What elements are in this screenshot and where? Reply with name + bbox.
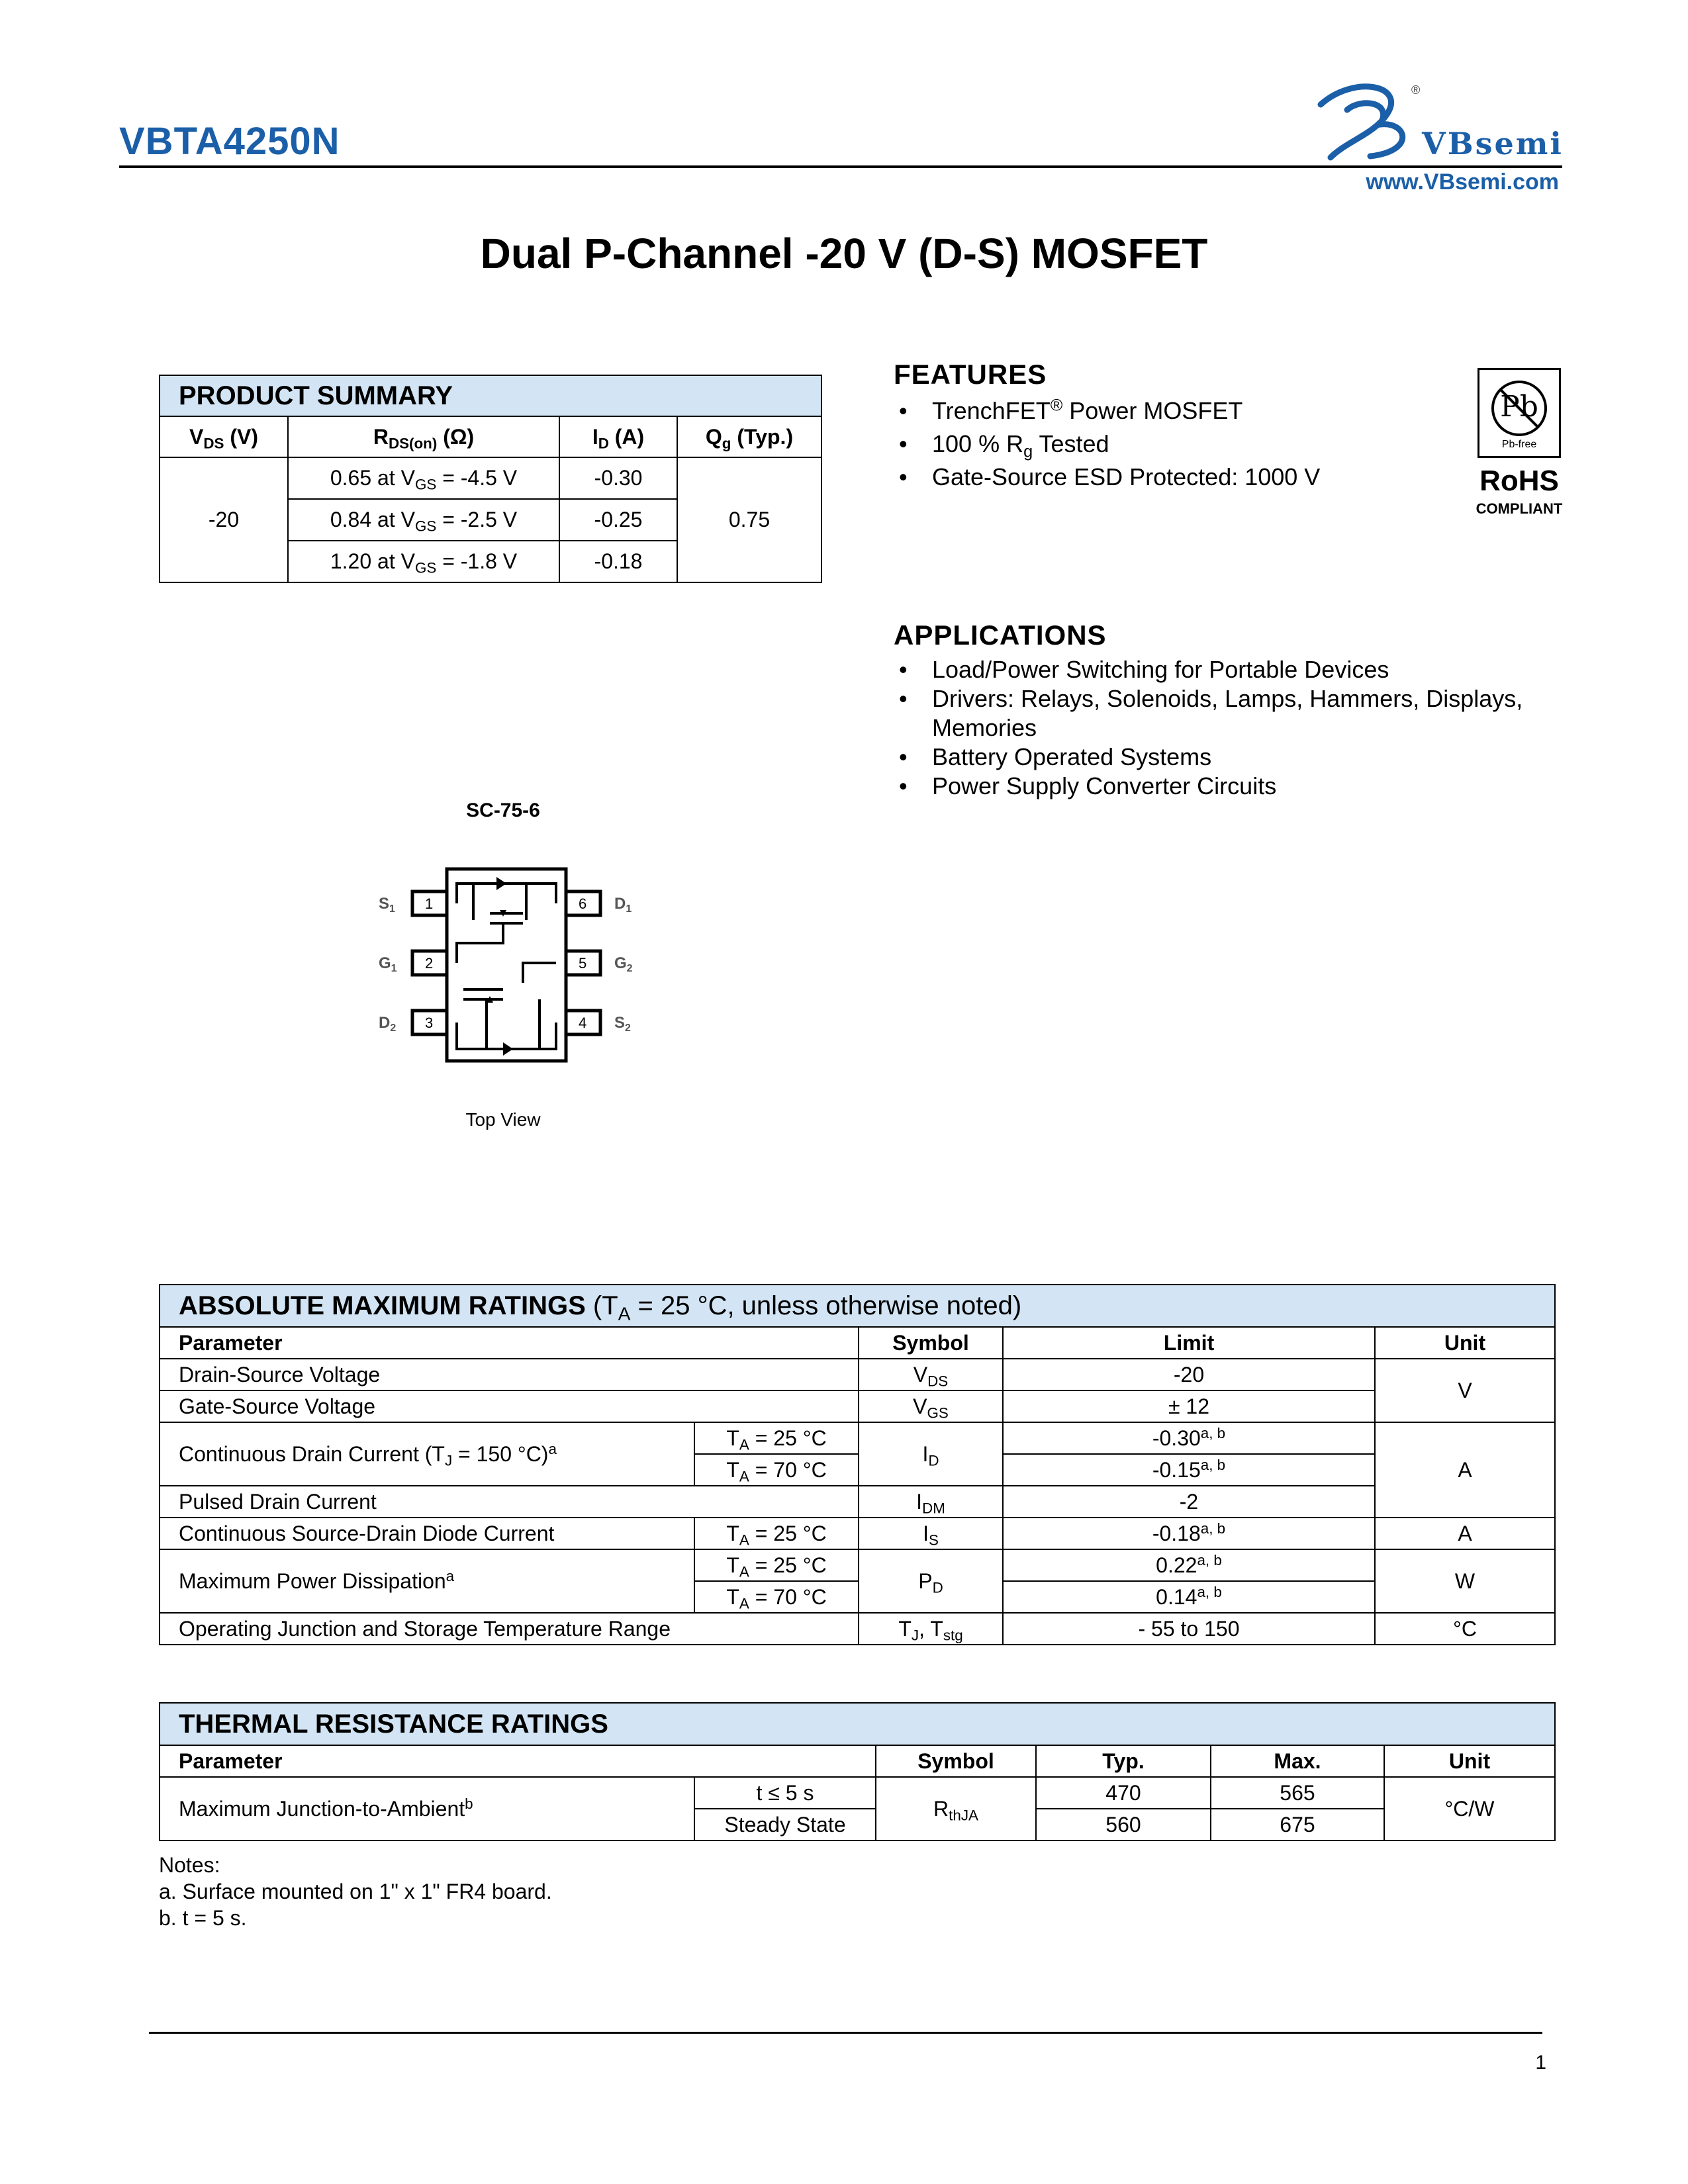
absolute-max-ratings-table <box>159 1284 1556 1645</box>
symbol-cell: $R_{thJA}$ <box>876 1777 1036 1841</box>
features-list <box>894 394 1456 494</box>
svg-text:S2: $S_2$ <box>614 1014 631 1034</box>
part-number: VBTA4250N <box>119 120 340 163</box>
list-item: • Drivers: Relays, Solenoids, Lamps, Hammers, Displays, Memories <box>894 684 1556 743</box>
param-cell: Pulsed Drain Current <box>160 1486 859 1518</box>
limit-cell: -2 <box>1003 1486 1375 1518</box>
max-cell: 675 <box>1211 1809 1384 1841</box>
symbol-cell: $I_S$ <box>859 1518 1003 1549</box>
id-cell: -0.30 <box>559 457 677 499</box>
col-qg: $Q_g$ (Typ.) <box>677 416 821 457</box>
pinout-diagram <box>371 857 649 1075</box>
col-unit: Unit <box>1375 1327 1555 1359</box>
pin-6: 6 <box>579 895 587 912</box>
pb-symbol: Pb <box>1500 390 1538 424</box>
condition-cell: $T_A = 25$ °C <box>694 1549 859 1581</box>
svg-text:S1: $S_1$ <box>379 895 395 915</box>
limit-cell: -0.15$^{a, b}$ <box>1003 1454 1375 1486</box>
symbol-cell: $V_{DS}$ <box>859 1359 1003 1390</box>
col-symbol: Symbol <box>876 1745 1036 1777</box>
limit-cell: -0.18$^{a, b}$ <box>1003 1518 1375 1549</box>
package-view: Top View <box>465 1109 541 1130</box>
col-parameter: Parameter <box>160 1745 876 1777</box>
limit-cell: - 55 to 150 <box>1003 1613 1375 1645</box>
pin-label-s2: S <box>614 1014 626 1032</box>
list-item: • Gate-Source ESD Protected: 1000 V <box>894 461 1456 494</box>
col-typ: Typ. <box>1036 1745 1211 1777</box>
col-max: Max. <box>1211 1745 1384 1777</box>
col-vds: $V_{DS}$ (V) <box>160 416 288 457</box>
svg-text:G1: $G_1$ <box>379 954 397 974</box>
registered-mark: ® <box>1411 83 1421 97</box>
pin-label-g1: G <box>379 954 391 972</box>
limit-cell: 0.22$^{a, b}$ <box>1003 1549 1375 1581</box>
col-limit: Limit <box>1003 1327 1375 1359</box>
header-rule <box>119 165 1562 168</box>
qg-value: 0.75 <box>677 457 821 582</box>
product-summary-table <box>159 375 822 583</box>
symbol-cell: $I_D$ <box>859 1422 1003 1486</box>
unit-cell: W <box>1375 1549 1555 1613</box>
condition-cell: $T_A = 70$ °C <box>694 1454 859 1486</box>
param-cell: Drain-Source Voltage <box>160 1359 859 1390</box>
col-id: $I_D$ (A) <box>559 416 677 457</box>
list-item: • Power Supply Converter Circuits <box>894 772 1556 801</box>
condition-cell: Steady State <box>694 1809 876 1841</box>
rds-cell: 0.65 at $V_{GS} = -4.5$ V <box>288 457 559 499</box>
unit-cell: A <box>1375 1518 1555 1549</box>
svg-text:D2: $D_2$ <box>379 1014 397 1034</box>
col-rds: $R_{DS(on)}$ (Ω) <box>288 416 559 457</box>
rds-cell: 0.84 at $V_{GS} = -2.5$ V <box>288 499 559 541</box>
pin-label-g2: G <box>614 954 627 972</box>
abs-max-heading: ABSOLUTE MAXIMUM RATINGS ($T_A = 25$ °C, unless otherwise noted) <box>160 1285 1555 1327</box>
page-number: 1 <box>1535 2052 1546 2073</box>
symbol-cell: $V_{GS}$ <box>859 1390 1003 1422</box>
id-cell: -0.25 <box>559 499 677 541</box>
condition-cell: $T_A = 25$ °C <box>694 1422 859 1454</box>
symbol-cell: $I_{DM}$ <box>859 1486 1003 1518</box>
pin-label-s1: S <box>379 895 390 913</box>
unit-cell: °C/W <box>1384 1777 1555 1841</box>
page-title: Dual P-Channel -20 V (D-S) MOSFET <box>480 230 1208 277</box>
applications-heading: APPLICATIONS <box>894 619 1107 651</box>
param-cell: Maximum Junction-to-Ambient$^b$ <box>160 1777 694 1841</box>
pin-4: 4 <box>579 1015 587 1031</box>
list-item: • Load/Power Switching for Portable Devices <box>894 655 1556 684</box>
notes <box>159 1852 552 1931</box>
pin-label-d1: D <box>614 895 626 913</box>
note-a: a. Surface mounted on 1" x 1" FR4 board. <box>159 1880 552 1903</box>
rohs-label: RoHS <box>1479 465 1559 497</box>
pb-free-badge <box>1477 368 1561 458</box>
col-unit: Unit <box>1384 1745 1555 1777</box>
col-parameter: Parameter <box>160 1327 859 1359</box>
thermal-resistance-table <box>159 1702 1556 1841</box>
condition-cell: $T_A = 70$ °C <box>694 1581 859 1613</box>
pin-3: 3 <box>425 1015 434 1031</box>
list-item: • TrenchFET® Power MOSFET <box>894 394 1456 428</box>
applications-list <box>894 655 1556 801</box>
param-cell: Operating Junction and Storage Temperature Range <box>160 1613 859 1645</box>
list-item: • 100 % $R_g$ Tested <box>894 428 1456 461</box>
pin-1: 1 <box>425 895 434 912</box>
pin-5: 5 <box>579 955 587 972</box>
param-cell: Continuous Source-Drain Diode Current <box>160 1518 694 1549</box>
limit-cell: 0.14$^{a, b}$ <box>1003 1581 1375 1613</box>
condition-cell: $T_A = 25$ °C <box>694 1518 859 1549</box>
param-cell: Gate-Source Voltage <box>160 1390 859 1422</box>
svg-text:G2: $G_2$ <box>614 954 633 974</box>
brand-name: VBsemi <box>1422 126 1564 161</box>
svg-text:D1: $D_1$ <box>614 895 632 915</box>
col-symbol: Symbol <box>859 1327 1003 1359</box>
list-item: • Battery Operated Systems <box>894 743 1556 772</box>
limit-cell: ± 12 <box>1003 1390 1375 1422</box>
limit-cell: -0.30$^{a, b}$ <box>1003 1422 1375 1454</box>
pin-2: 2 <box>425 955 434 972</box>
unit-cell: A <box>1375 1422 1555 1518</box>
footer-rule <box>149 2032 1542 2034</box>
id-cell: -0.18 <box>559 541 677 582</box>
vds-value: -20 <box>160 457 288 582</box>
product-summary-heading: PRODUCT SUMMARY <box>160 375 821 416</box>
unit-cell: °C <box>1375 1613 1555 1645</box>
features-heading: FEATURES <box>894 359 1047 390</box>
param-cell: Maximum Power Dissipation$^a$ <box>160 1549 694 1613</box>
pin-label-d2: D <box>379 1014 391 1032</box>
symbol-cell: $T_J$, $T_{stg}$ <box>859 1613 1003 1645</box>
pb-free-label: Pb-free <box>1501 439 1537 450</box>
thermal-heading: THERMAL RESISTANCE RATINGS <box>160 1703 1555 1745</box>
param-cell: Continuous Drain Current ($T_J = 150$ °C)$^a$ <box>160 1422 694 1486</box>
rohs-compliant: COMPLIANT <box>1476 500 1563 517</box>
limit-cell: -20 <box>1003 1359 1375 1390</box>
symbol-cell: $P_D$ <box>859 1549 1003 1613</box>
max-cell: 565 <box>1211 1777 1384 1809</box>
typ-cell: 470 <box>1036 1777 1211 1809</box>
notes-heading: Notes: <box>159 1853 220 1877</box>
unit-cell: V <box>1375 1359 1555 1422</box>
website-link[interactable]: www.VBsemi.com <box>1366 169 1559 195</box>
note-b: b. t = 5 s. <box>159 1906 247 1930</box>
typ-cell: 560 <box>1036 1809 1211 1841</box>
rds-cell: 1.20 at $V_{GS} = -1.8$ V <box>288 541 559 582</box>
condition-cell: t ≤ 5 s <box>694 1777 876 1809</box>
package-name: SC-75-6 <box>466 799 540 821</box>
